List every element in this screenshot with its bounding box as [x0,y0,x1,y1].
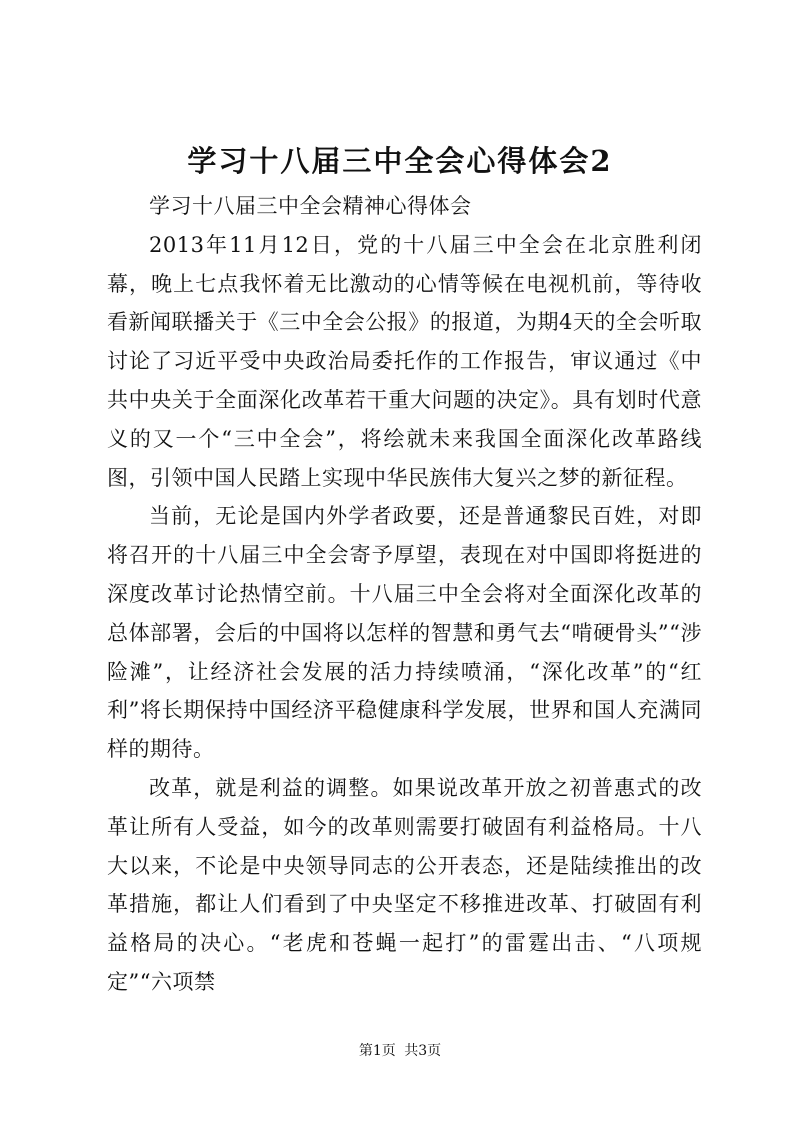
paragraph-2: 当前，无论是国内外学者政要，还是普通黎民百姓，对即将召开的十八届三中全会寄予厚望，表现在对中国即将挺进的深度改革讨论热情空前。十八届三中全会将对全面深化改革的总体部署，会后的中国将以怎样的智慧和勇气去“啃硬骨头”“涉险滩”，让经济社会发展的活力持续喷涌，“深化改革”的“红利”将长期保持中国经济平稳健康科学发展，世界和国人充满同样的期待。 [107,504,702,762]
paragraph-1: 2013年11月12日，党的十八届三中全会在北京胜利闭幕，晚上七点我怀着无比激动的心情等候在电视机前，等待收看新闻联播关于《三中全会公报》的报道，为期4天的全会听取讨论了习近平受中央政治局委托作的工作报告，审议通过《中共中央关于全面深化改革若干重大问题的决定》。具有划时代意义的又一个“三中全会”，将绘就未来我国全面深化改革路线图，引领中国人民踏上实现中华民族伟大复兴之梦的新征程。 [107,232,702,490]
document-body [107,187,702,1002]
document-subtitle: 学习十八届三中全会精神心得体会 [149,194,472,218]
page-number: 第1页 [358,1043,396,1059]
paragraph-3: 改革，就是利益的调整。如果说改革开放之初普惠式的改革让所有人受益，如今的改革则需要打破固有利益格局。十八大以来，不论是中央领导同志的公开表态，还是陆续推出的改革措施，都让人们看到了中央坚定不移推进改革、打破固有利益格局的决心。“老虎和苍蝇一起打”的雷霆出击、“八项规定”“六项禁 [107,775,702,994]
page-total: 共3页 [404,1043,442,1059]
page-footer [0,1041,800,1061]
document-title: 学习十八届三中全会心得体会2 [187,144,613,178]
